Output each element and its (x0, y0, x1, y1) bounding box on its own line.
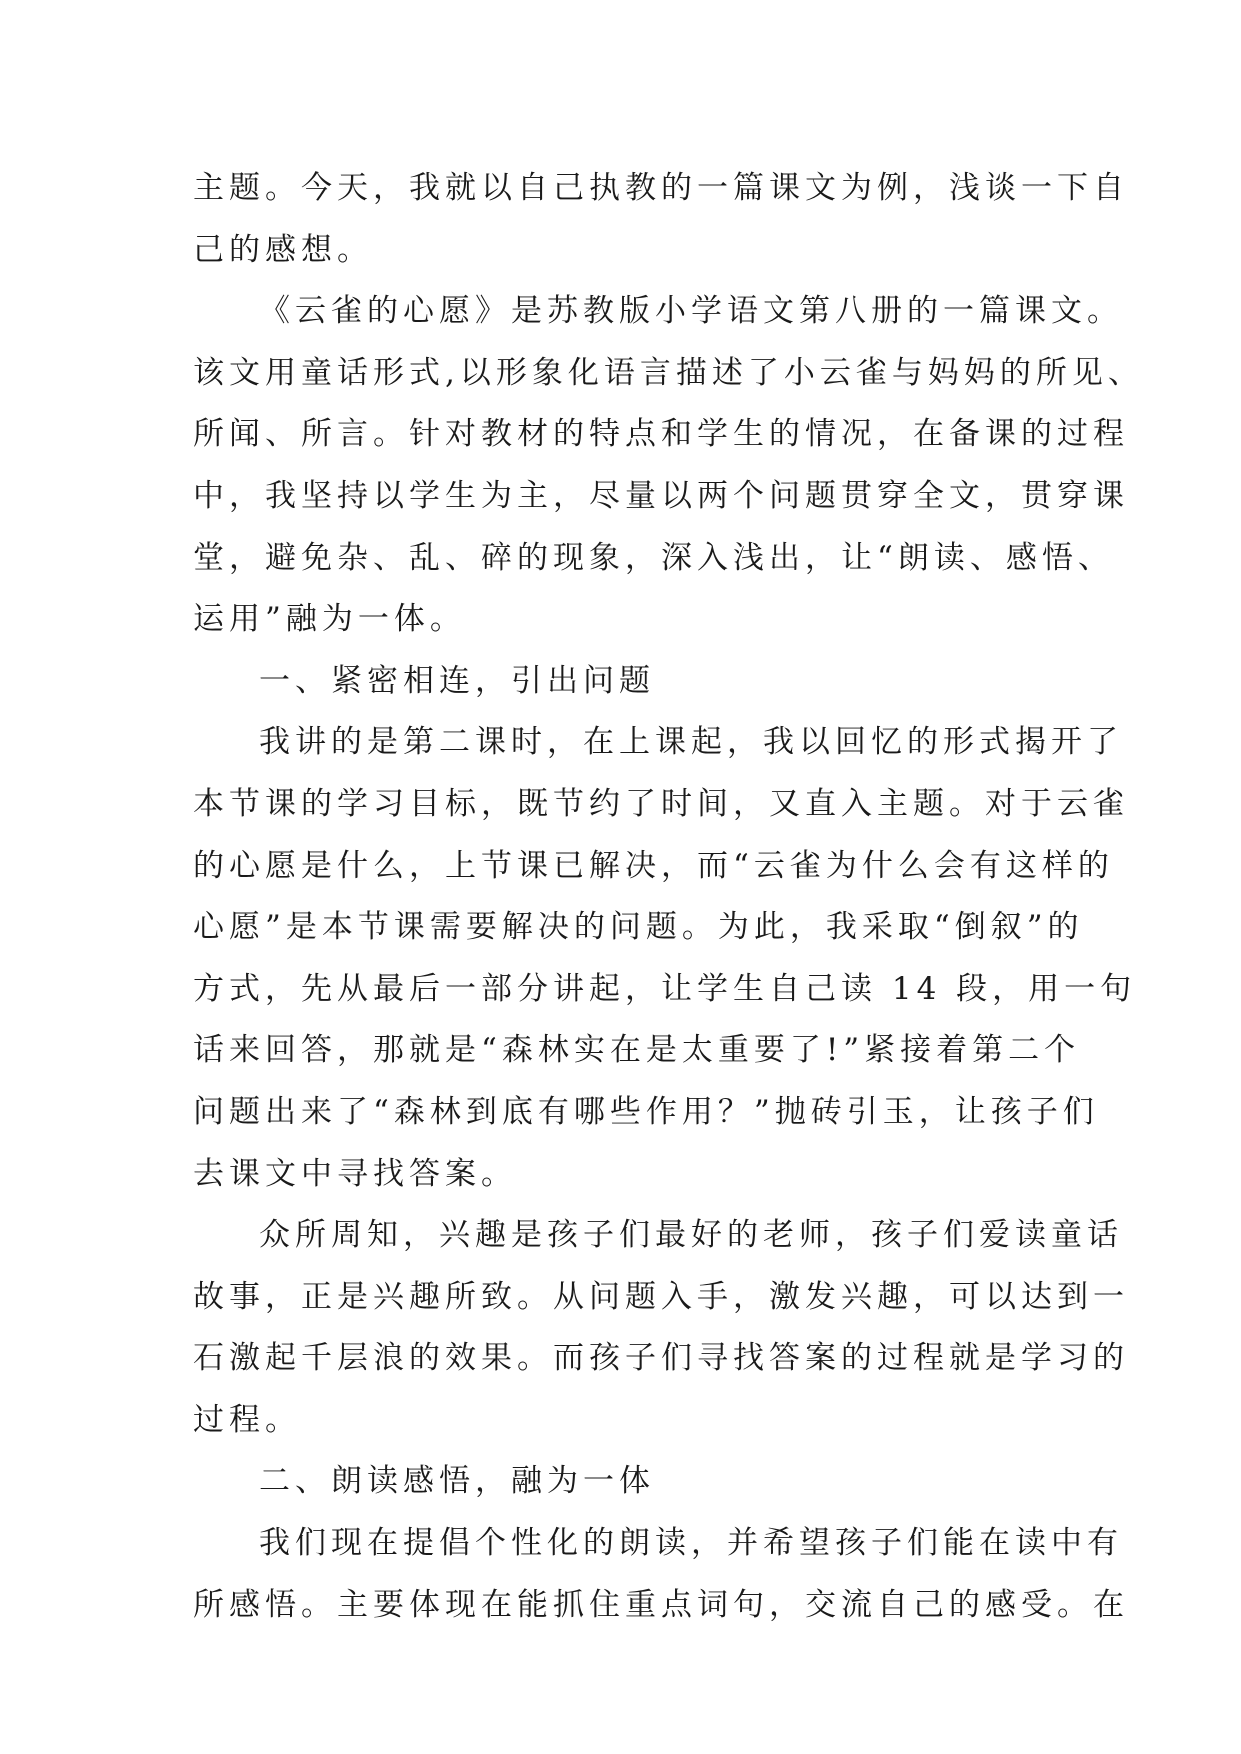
text-line: 过程。 (193, 1401, 301, 1438)
text-line: 中，我坚持以学生为主，尽量以两个问题贯穿全文，贯穿课 (193, 477, 1129, 514)
paragraph-first-line: 一、紧密相连，引出问题 (259, 662, 655, 699)
text-line: 己的感想。 (193, 231, 373, 268)
text-line: 去课文中寻找答案。 (193, 1155, 517, 1192)
text-line: 问题出来了“森林到底有哪些作用？”抛砖引玉，让孩子们 (193, 1093, 1099, 1130)
document-body (193, 158, 1144, 1636)
paragraph-first-line: 二、朗读感悟，融为一体 (259, 1463, 655, 1500)
text-line: 所感悟。主要体现在能抓住重点词句，交流自己的感受。在 (193, 1586, 1129, 1623)
text-line: 石激起千层浪的效果。而孩子们寻找答案的过程就是学习的 (193, 1340, 1129, 1377)
text-line: 堂，避免杂、乱、碎的现象，深入浅出，让“朗读、感悟、 (193, 539, 1114, 576)
text-line: 心愿”是本节课需要解决的问题。为此，我采取“倒叙”的 (193, 909, 1084, 946)
paragraph-first-line: 我讲的是第二课时，在上课起，我以回忆的形式揭开了 (259, 724, 1123, 761)
text-line: 运用”融为一体。 (193, 601, 466, 638)
paragraph-first-line: 众所周知，兴趣是孩子们最好的老师，孩子们爱读童话 (259, 1217, 1123, 1254)
text-line: 本节课的学习目标，既节约了时间，又直入主题。对于云雀 (193, 785, 1129, 822)
text-line: 方式，先从最后一部分讲起，让学生自己读 14 段，用一句 (193, 970, 1137, 1007)
text-line: 主题。今天，我就以自己执教的一篇课文为例，浅谈一下自 (193, 170, 1129, 206)
paragraph-first-line: 我们现在提倡个性化的朗读，并希望孩子们能在读中有 (259, 1525, 1123, 1562)
text-line: 的心愿是什么，上节课已解决，而“云雀为什么会有这样的 (193, 847, 1114, 884)
text-line: 话来回答，那就是“森林实在是太重要了!”紧接着第二个 (193, 1032, 1081, 1069)
text-line: 所闻、所言。针对教材的特点和学生的情况，在备课的过程 (193, 416, 1129, 453)
text-line: 故事，正是兴趣所致。从问题入手，激发兴趣，可以达到一 (193, 1278, 1129, 1315)
paragraph-first-line: 《云雀的心愿》是苏教版小学语文第八册的一篇课文。 (259, 293, 1123, 330)
text-line: 该文用童话形式,以形象化语言描述了小云雀与妈妈的所见、 (193, 354, 1144, 391)
